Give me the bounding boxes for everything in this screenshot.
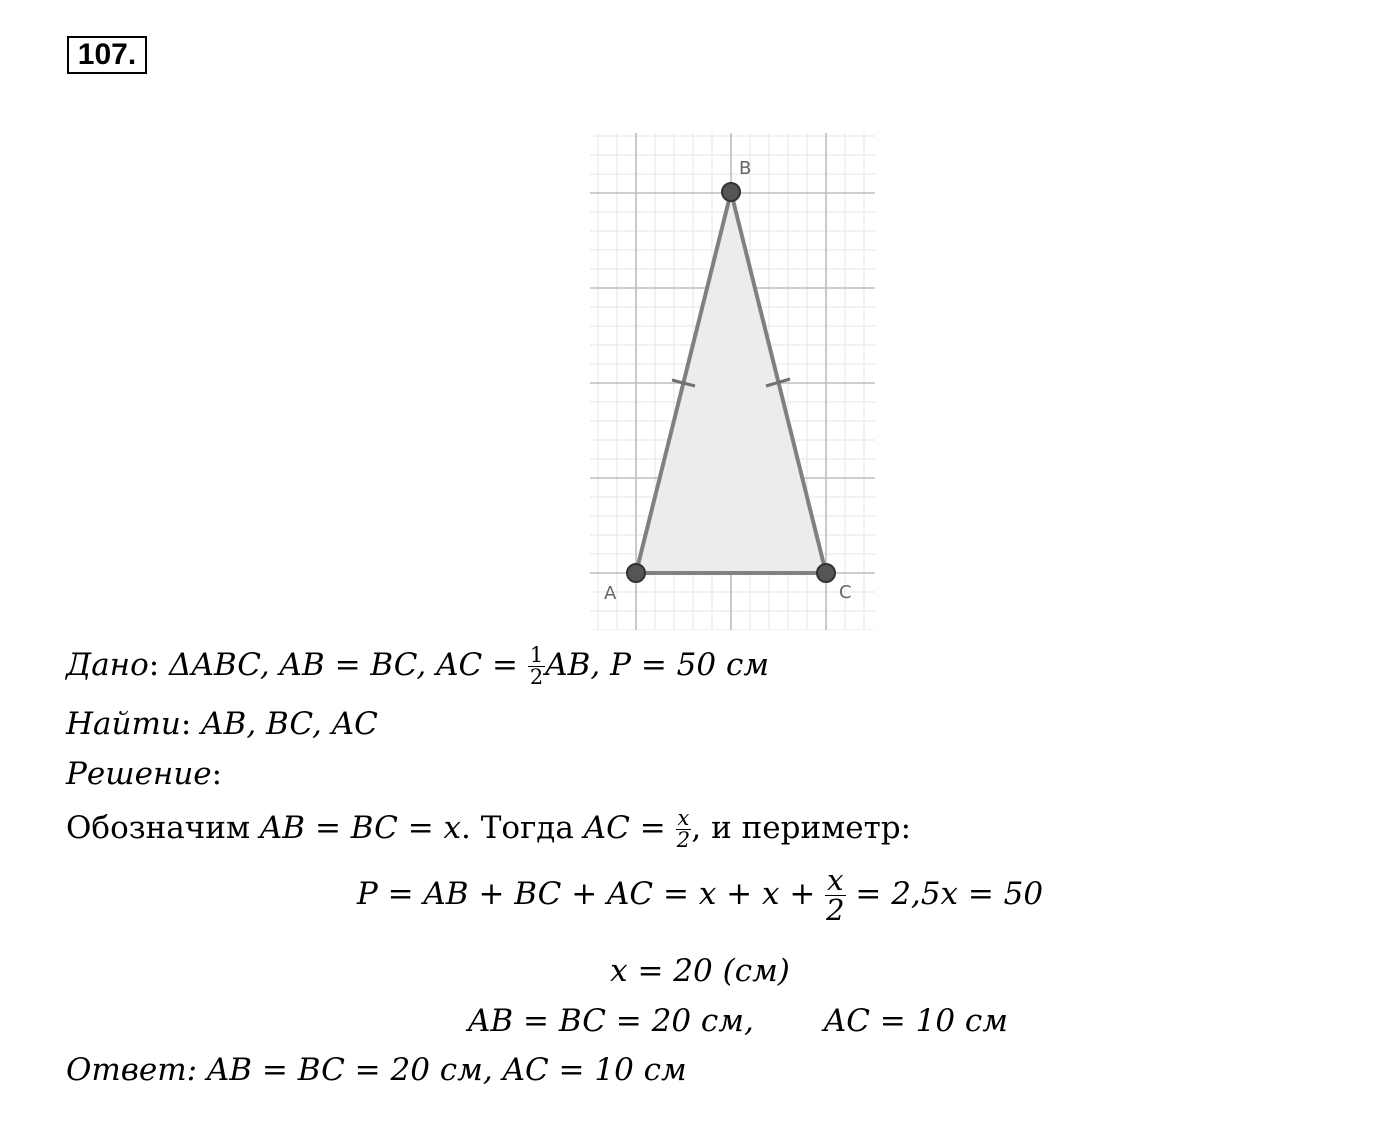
problem-number: 107. bbox=[67, 36, 147, 74]
answer-expr: AB = BC = 20 см, AC = 10 см bbox=[197, 1052, 687, 1088]
solution-text-denote: Обозначим bbox=[66, 810, 260, 846]
equation-frac-num: x bbox=[827, 863, 844, 897]
solution-frac-num: x bbox=[677, 806, 690, 830]
point-b bbox=[722, 183, 740, 201]
solution-frac-den: 2 bbox=[676, 828, 691, 852]
solution-line-1 bbox=[66, 808, 911, 851]
solution-heading bbox=[66, 756, 222, 792]
answer-line bbox=[66, 1052, 687, 1088]
point-a bbox=[627, 564, 645, 582]
solution-text-perimeter: , и периметр: bbox=[691, 810, 912, 846]
label-a: A bbox=[604, 583, 617, 604]
given-expr-b: AB, P = 50 см bbox=[545, 647, 770, 683]
solution-expr-ab-bc-x: AB = BC = x bbox=[259, 810, 462, 846]
given-fraction bbox=[528, 645, 545, 688]
equation-perimeter bbox=[0, 863, 1400, 927]
solution-text-then: . Тогда bbox=[461, 810, 584, 846]
equation-x-20: x = 20 (см) bbox=[610, 953, 790, 989]
find-colon: : bbox=[180, 706, 192, 742]
find-expr: AB, BC, AC bbox=[201, 706, 378, 742]
given-colon: : bbox=[148, 647, 160, 683]
triangle-figure bbox=[590, 133, 875, 630]
equation-ab-bc-20: AB = BC = 20 см, bbox=[468, 1003, 754, 1039]
answer-label: Ответ: bbox=[66, 1052, 198, 1088]
equation-ac-10: AC = 10 см bbox=[823, 1003, 1008, 1039]
solution-label: Решение bbox=[66, 756, 212, 792]
solution-colon: : bbox=[211, 756, 223, 792]
find-line bbox=[66, 706, 378, 742]
solution-expr-ac: AC = bbox=[583, 810, 676, 846]
solution-fraction-x-2 bbox=[676, 808, 692, 851]
given-frac-den: 2 bbox=[529, 665, 544, 689]
given-expr-a: ΔABC, AB = BC, AC = bbox=[169, 647, 528, 683]
equation-x-value bbox=[0, 953, 1400, 989]
equation-fraction-x-2 bbox=[825, 863, 845, 927]
given-line bbox=[66, 645, 769, 688]
equation-perimeter-left: P = AB + BC + AC = x + x + bbox=[356, 876, 826, 912]
point-c bbox=[817, 564, 835, 582]
given-label: Дано bbox=[66, 647, 149, 683]
equation-sides bbox=[468, 1003, 1008, 1039]
find-label: Найти bbox=[66, 706, 181, 742]
label-c: C bbox=[839, 582, 852, 603]
equation-perimeter-right: = 2,5x = 50 bbox=[845, 876, 1044, 912]
label-b: B bbox=[739, 158, 752, 179]
given-frac-num: 1 bbox=[529, 643, 544, 667]
equation-frac-den: 2 bbox=[826, 893, 845, 927]
